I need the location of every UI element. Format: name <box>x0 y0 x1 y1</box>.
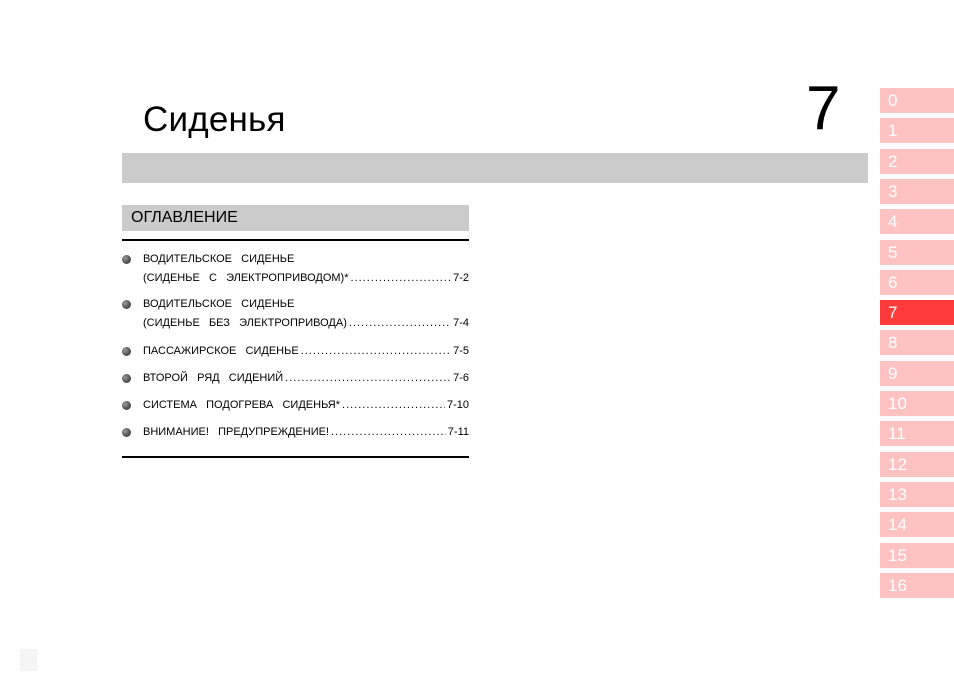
tab-chapter-16[interactable]: 16 <box>880 573 954 598</box>
tab-chapter-12[interactable]: 12 <box>880 452 954 477</box>
tab-chapter-4[interactable]: 4 <box>880 209 954 234</box>
toc-entry-title: ПАССАЖИРСКОЕ СИДЕНЬЕ <box>143 345 299 357</box>
corner-mark <box>20 649 37 671</box>
toc-entry-driver-seat-manual[interactable] <box>122 295 469 333</box>
toc-entry-page: 7-2 <box>453 272 469 284</box>
dot-leader <box>342 396 445 415</box>
toc-entry-page: 7-4 <box>453 317 469 329</box>
toc-entry-title: ВНИМАНИЕ! ПРЕДУПРЕЖДЕНИЕ! <box>143 426 330 438</box>
toc-entry-warnings[interactable] <box>122 423 469 442</box>
tab-chapter-8[interactable]: 8 <box>880 330 954 355</box>
toc-divider-bottom <box>122 456 469 458</box>
dot-leader <box>351 269 452 288</box>
toc-entry-passenger-seat[interactable] <box>122 342 469 361</box>
title-band <box>122 153 868 183</box>
dot-leader <box>331 423 446 442</box>
toc-entry-title: ВОДИТЕЛЬСКОЕ СИДЕНЬЕ <box>143 298 295 310</box>
dot-leader <box>285 369 451 388</box>
tab-chapter-3[interactable]: 3 <box>880 179 954 204</box>
toc-entry-driver-seat-power[interactable] <box>122 250 469 288</box>
bullet-icon <box>122 374 131 383</box>
dot-leader <box>301 342 451 361</box>
tab-chapter-2[interactable]: 2 <box>880 149 954 174</box>
toc-header: ОГЛАВЛЕНИЕ <box>122 205 469 231</box>
dot-leader <box>349 314 451 333</box>
toc-entry-page: 7-10 <box>446 399 469 411</box>
toc-entry-title: ВТОРОЙ РЯД СИДЕНИЙ <box>143 372 284 384</box>
tab-chapter-0[interactable]: 0 <box>880 88 954 113</box>
tab-chapter-7[interactable]: 7 <box>880 300 954 325</box>
tab-chapter-6[interactable]: 6 <box>880 270 954 295</box>
toc-entry-seat-heating[interactable] <box>122 396 469 415</box>
tab-chapter-5[interactable]: 5 <box>880 240 954 265</box>
bullet-icon <box>122 347 131 356</box>
toc-entry-page: 7-6 <box>453 372 469 384</box>
toc-entry-title: ВОДИТЕЛЬСКОЕ СИДЕНЬЕ <box>143 253 295 265</box>
bullet-icon <box>122 428 131 437</box>
bullet-icon <box>122 255 131 264</box>
tab-chapter-9[interactable]: 9 <box>880 361 954 386</box>
tab-chapter-15[interactable]: 15 <box>880 543 954 568</box>
toc-entry-page: 7-11 <box>447 426 469 438</box>
toc-divider-top <box>122 239 469 241</box>
bullet-icon <box>122 300 131 309</box>
chapter-number: 7 <box>806 74 841 143</box>
toc-entry-title: СИСТЕМА ПОДОГРЕВА СИДЕНЬЯ* <box>143 399 341 411</box>
tab-chapter-10[interactable]: 10 <box>880 391 954 416</box>
toc-entry-second-row[interactable] <box>122 369 469 388</box>
tab-chapter-1[interactable]: 1 <box>880 118 954 143</box>
bullet-icon <box>122 401 131 410</box>
chapter-title: Сиденья <box>143 100 286 139</box>
toc-entry-subtitle: (СИДЕНЬЕ БЕЗ ЭЛЕКТРОПРИВОДА) <box>143 317 347 329</box>
toc-entry-subtitle: (СИДЕНЬЕ С ЭЛЕКТРОПРИВОДОМ)* <box>143 272 349 284</box>
tab-chapter-14[interactable]: 14 <box>880 512 954 537</box>
tab-chapter-11[interactable]: 11 <box>880 421 954 446</box>
toc-entry-page: 7-5 <box>453 345 469 357</box>
tab-chapter-13[interactable]: 13 <box>880 482 954 507</box>
